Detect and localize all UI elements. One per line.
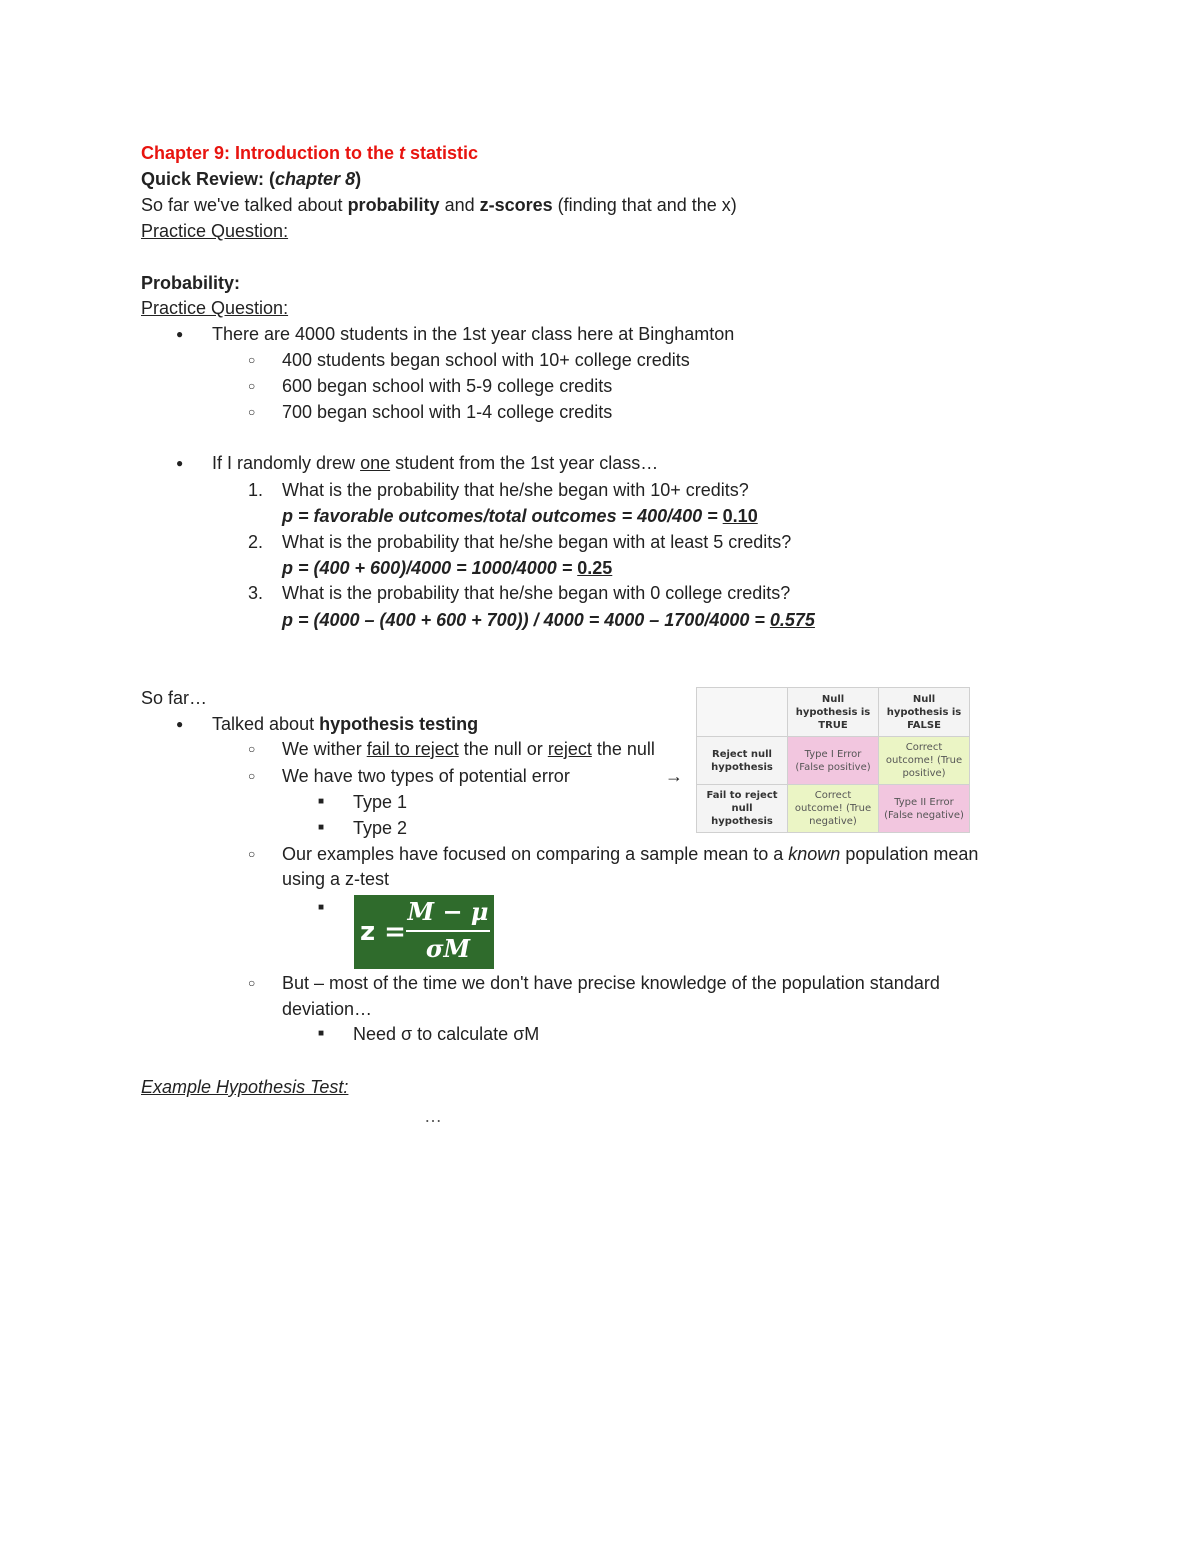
bullet-random-draw xyxy=(212,451,658,475)
header-null-true: Null hypothesis is TRUE xyxy=(788,688,879,737)
talked-hypothesis-testing: hypothesis testing xyxy=(319,714,479,734)
answer-1 xyxy=(282,504,758,528)
bullet-circle: ○ xyxy=(248,353,256,367)
answer-3-value: 0.575 xyxy=(769,610,815,630)
question-2: What is the probability that he/she began with at least 5 credits? xyxy=(282,532,792,552)
bullet-circle: ○ xyxy=(248,976,256,990)
question-3: What is the probability that he/she began with 0 college credits? xyxy=(282,583,791,603)
examples-c: population mean xyxy=(840,844,979,864)
bullet-circle: ○ xyxy=(248,769,256,783)
practice-question-1: Practice Question: xyxy=(141,221,289,241)
answer-2 xyxy=(282,556,612,580)
so-far-label: So far… xyxy=(141,688,208,708)
quick-review-text: Quick Review: ( xyxy=(141,169,276,189)
hypothesis-testing-line xyxy=(212,712,478,736)
number-1: 1. xyxy=(248,480,264,500)
answer-1-value: 0.10 xyxy=(722,506,758,526)
z-test-formula xyxy=(354,895,494,969)
intro-probability: probability xyxy=(347,195,440,215)
bullet-disc: ● xyxy=(176,456,184,470)
sub-item-1: 400 students began school with 10+ college credits xyxy=(282,350,690,370)
bullet-circle: ○ xyxy=(248,405,256,419)
but-line: But – most of the time we don't have precise knowledge of the population standard xyxy=(282,973,940,993)
bullet-square: ■ xyxy=(318,796,325,807)
intro-a: So far we've talked about xyxy=(141,195,348,215)
error-types-table xyxy=(696,687,970,833)
examples-known: known xyxy=(788,844,841,864)
number-3: 3. xyxy=(248,583,264,603)
talked-a: Talked about xyxy=(212,714,320,734)
formula-numerator: M − μ xyxy=(407,897,489,926)
examples-a: Our examples have focused on comparing a sample mean to a xyxy=(282,844,789,864)
question-1: What is the probability that he/she began with 10+ credits? xyxy=(282,480,749,500)
ellipsis: … xyxy=(424,1106,442,1126)
type-1-item: Type 1 xyxy=(353,792,408,812)
need-sigma-line: Need σ to calculate σM xyxy=(353,1024,540,1044)
wither-fail-to-reject: fail to reject xyxy=(366,739,459,759)
but-line-2: deviation… xyxy=(282,999,373,1019)
two-types-line: We have two types of potential error xyxy=(282,766,570,786)
quick-review-chapter: chapter 8 xyxy=(275,169,356,189)
answer-1-text: p = favorable outcomes/total outcomes = 400/400 = xyxy=(282,506,723,526)
formula-denominator: σM xyxy=(425,934,471,963)
formula-fraction-bar xyxy=(406,930,490,932)
answer-2-text: p = (400 + 600)/4000 = 1000/4000 = xyxy=(282,558,578,578)
bullet-students: There are 4000 students in the 1st year class here at Binghamton xyxy=(212,324,735,344)
title-t: t xyxy=(399,143,405,163)
chapter-title xyxy=(141,141,478,165)
row-reject-null: Reject null hypothesis xyxy=(697,737,788,785)
wither-a: We wither xyxy=(282,739,367,759)
wither-line xyxy=(282,737,655,761)
answer-3-text: p = (4000 – (400 + 600 + 700)) / 4000 = 4000 – 1700/4000 = xyxy=(282,610,770,630)
bullet-disc: ● xyxy=(176,327,184,341)
bullet-circle: ○ xyxy=(248,379,256,393)
intro-c: and xyxy=(439,195,480,215)
draw-one: one xyxy=(360,453,391,473)
type-2-item: Type 2 xyxy=(353,818,408,838)
bullet-circle: ○ xyxy=(248,847,256,861)
probability-heading: Probability: xyxy=(141,273,241,293)
bullet-disc: ● xyxy=(176,717,184,731)
practice-question-2: Practice Question: xyxy=(141,298,289,318)
bullet-circle: ○ xyxy=(248,742,256,756)
wither-c: the null or xyxy=(458,739,548,759)
intro-e: (finding that and the x) xyxy=(552,195,737,215)
quick-review-close: ) xyxy=(355,169,362,189)
bullet-square: ■ xyxy=(318,822,325,833)
number-2: 2. xyxy=(248,532,264,552)
example-hypothesis-test: Example Hypothesis Test: xyxy=(141,1077,349,1097)
answer-2-value: 0.25 xyxy=(577,558,613,578)
cell-correct-true-positive: Correct outcome! (True positive) xyxy=(879,737,970,785)
draw-a: If I randomly drew xyxy=(212,453,361,473)
cell-correct-true-negative: Correct outcome! (True negative) xyxy=(788,785,879,833)
arrow-right-icon: → xyxy=(665,766,683,786)
sub-item-3: 700 began school with 1-4 college credits xyxy=(282,402,613,422)
wither-reject: reject xyxy=(547,739,592,759)
draw-c: student from the 1st year class… xyxy=(390,453,659,473)
title-suffix: statistic xyxy=(405,143,479,163)
row-fail-to-reject: Fail to reject null hypothesis xyxy=(697,785,788,833)
intro-zscores: z-scores xyxy=(479,195,553,215)
examples-line xyxy=(282,842,978,866)
header-null-false: Null hypothesis is FALSE xyxy=(879,688,970,737)
cell-type-2-error: Type II Error (False negative) xyxy=(879,785,970,833)
bullet-square: ■ xyxy=(318,1028,325,1039)
quick-review-heading xyxy=(141,167,361,191)
table-corner xyxy=(697,688,788,737)
intro-line xyxy=(141,193,737,217)
title-prefix: Chapter 9: Introduction to the xyxy=(141,143,399,163)
wither-e: the null xyxy=(591,739,655,759)
cell-type-1-error: Type I Error (False positive) xyxy=(788,737,879,785)
answer-3 xyxy=(282,608,815,632)
formula-lhs: z = xyxy=(360,917,406,947)
examples-line-2: using a z-test xyxy=(282,869,390,889)
bullet-square: ■ xyxy=(318,902,325,913)
sub-item-2: 600 began school with 5-9 college credits xyxy=(282,376,613,396)
